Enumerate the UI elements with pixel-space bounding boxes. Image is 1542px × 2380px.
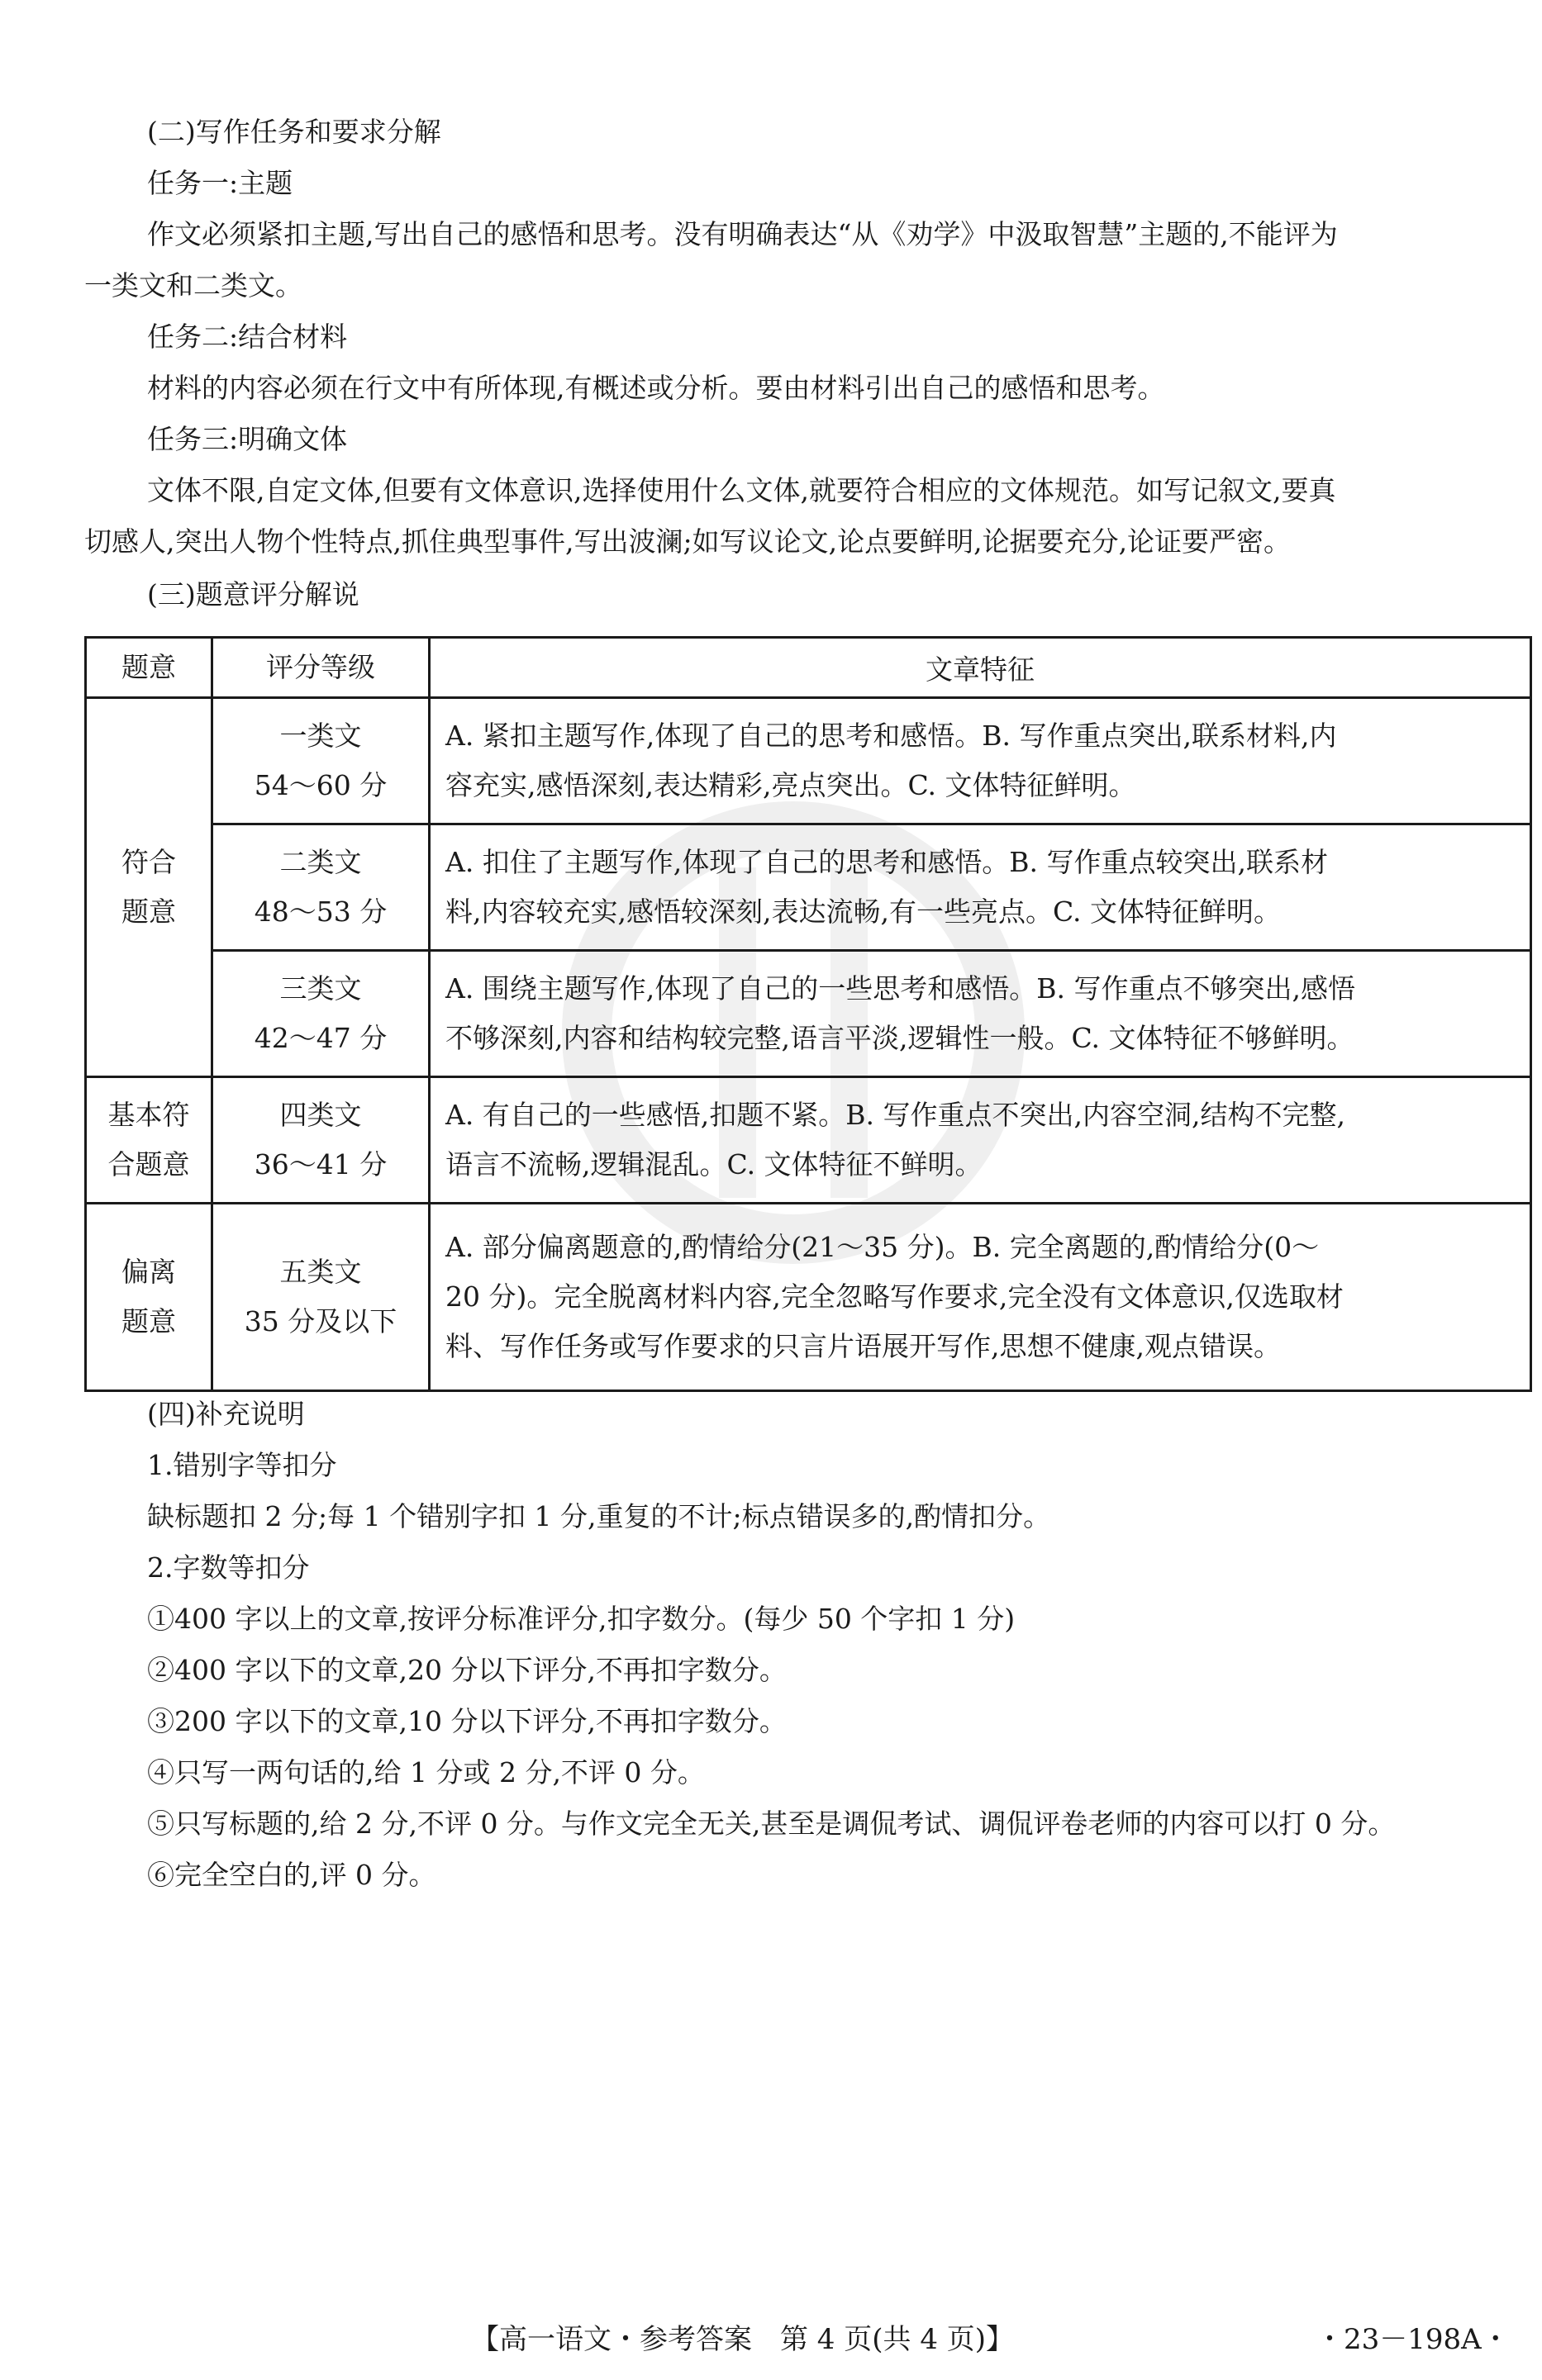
grade-name: 一类文 [279, 720, 362, 752]
item1-title: 1.错别字等扣分 [147, 1449, 337, 1481]
group-label-line: 题意 [121, 895, 176, 928]
grading-table [84, 636, 1532, 1392]
feature-line: 20 分)。完全脱离材料内容,完全忽略写作要求,完全没有文体意识,仅选取材 [445, 1280, 1344, 1313]
feature-line: A. 部分偏离题意的,酌情给分(21～35 分)。B. 完全离题的,酌情给分(0～ [445, 1231, 1320, 1263]
grade-cell [212, 951, 430, 1077]
item1-body: 缺标题扣 2 分;每 1 个错别字扣 1 分,重复的不计;标点错误多的,酌情扣分。 [147, 1500, 1051, 1532]
task3-body-line2: 切感人,突出人物个性特点,抓住典型事件,写出波澜;如写议论文,论点要鲜明,论据要充分,论证要严密。 [84, 525, 1292, 558]
feature-cell [430, 698, 1531, 824]
task1-body-line1: 作文必须紧扣主题,写出自己的感悟和思考。没有明确表达“从《劝学》中汲取智慧”主题的,不能评为 [147, 218, 1338, 250]
group-label-line: 符合 [121, 846, 176, 878]
footer-page-info: 【高一语文・参考答案 第 4 页(共 4 页)】 [471, 2323, 1015, 2356]
group-label [86, 698, 212, 1077]
grade-score: 48～53 分 [254, 895, 388, 928]
item2-title: 2.字数等扣分 [147, 1551, 310, 1584]
header-features: 文章特征 [430, 638, 1531, 698]
feature-cell [430, 1204, 1531, 1391]
task1-body-line2: 一类文和二类文。 [84, 269, 302, 302]
feature-cell [430, 824, 1531, 951]
feature-cell [430, 1077, 1531, 1204]
feature-line: 容充实,感悟深刻,表达精彩,亮点突出。C. 文体特征鲜明。 [445, 769, 1136, 801]
table-row [86, 951, 1531, 1077]
rule-item: ①400 字以上的文章,按评分标准评分,扣字数分。(每少 50 个字扣 1 分) [147, 1603, 1016, 1635]
section3-heading: (三)题意评分解说 [147, 578, 359, 610]
feature-line: A. 有自己的一些感悟,扣题不紧。B. 写作重点不突出,内容空洞,结构不完整, [445, 1099, 1345, 1131]
task2-body: 材料的内容必须在行文中有所体现,有概述或分析。要由材料引出自己的感悟和思考。 [147, 372, 1165, 404]
feature-line: 料,内容较充实,感悟较深刻,表达流畅,有一些亮点。C. 文体特征鲜明。 [445, 895, 1282, 928]
table-row [86, 1204, 1531, 1391]
grade-cell [212, 698, 430, 824]
group-label [86, 1077, 212, 1204]
rule-item: ②400 字以下的文章,20 分以下评分,不再扣字数分。 [147, 1654, 787, 1686]
table-row [86, 824, 1531, 951]
grade-cell [212, 824, 430, 951]
feature-line: 不够深刻,内容和结构较完整,语言平淡,逻辑性一般。C. 文体特征不够鲜明。 [445, 1022, 1354, 1054]
grade-cell [212, 1077, 430, 1204]
task3-body-line1: 文体不限,自定文体,但要有文体意识,选择使用什么文体,就要符合相应的文体规范。如写记叙文,要真 [147, 474, 1336, 506]
section2-heading: (二)写作任务和要求分解 [147, 116, 441, 148]
header-topic: 题意 [86, 638, 212, 698]
feature-line: A. 围绕主题写作,体现了自己的一些思考和感悟。B. 写作重点不够突出,感悟 [445, 972, 1356, 1005]
section4-heading: (四)补充说明 [147, 1398, 305, 1430]
rule-item: ⑤只写标题的,给 2 分,不评 0 分。与作文完全无关,甚至是调侃考试、调侃评卷老师的内容可以打 0 分。 [147, 1808, 1396, 1840]
feature-line: A. 紧扣主题写作,体现了自己的思考和感悟。B. 写作重点突出,联系材料,内 [445, 720, 1337, 752]
group-label-line: 偏离 [121, 1256, 176, 1288]
grade-name: 五类文 [279, 1256, 362, 1288]
group-label-line: 合题意 [107, 1148, 190, 1180]
group-label-line: 题意 [121, 1305, 176, 1337]
rule-item: ⑥完全空白的,评 0 分。 [147, 1859, 436, 1891]
group-label [86, 1204, 212, 1391]
table-header-row [86, 638, 1531, 698]
grade-score: 42～47 分 [254, 1022, 388, 1054]
feature-line: 料、写作任务或写作要求的只言片语展开写作,思想不健康,观点错误。 [445, 1330, 1281, 1362]
grade-name: 四类文 [279, 1099, 362, 1131]
feature-line: 语言不流畅,逻辑混乱。C. 文体特征不鲜明。 [445, 1148, 983, 1180]
table-row [86, 1077, 1531, 1204]
feature-cell [430, 951, 1531, 1077]
group-label-line: 基本符 [107, 1099, 190, 1131]
grade-cell [212, 1204, 430, 1391]
header-grade: 评分等级 [212, 638, 430, 698]
feature-line: A. 扣住了主题写作,体现了自己的思考和感悟。B. 写作重点较突出,联系材 [445, 846, 1329, 878]
rule-item: ④只写一两句话的,给 1 分或 2 分,不评 0 分。 [147, 1756, 705, 1789]
task1-title: 任务一:主题 [147, 167, 293, 199]
grade-score: 54～60 分 [254, 769, 388, 801]
grade-name: 三类文 [279, 972, 362, 1005]
table-row [86, 698, 1531, 824]
task2-title: 任务二:结合材料 [147, 321, 348, 353]
task3-title: 任务三:明确文体 [147, 423, 348, 455]
footer-code: ・23－198A・ [1316, 2323, 1510, 2356]
grade-score: 36～41 分 [254, 1148, 388, 1180]
grade-score: 35 分及以下 [244, 1305, 397, 1337]
grade-name: 二类文 [279, 846, 362, 878]
rule-item: ③200 字以下的文章,10 分以下评分,不再扣字数分。 [147, 1705, 787, 1737]
